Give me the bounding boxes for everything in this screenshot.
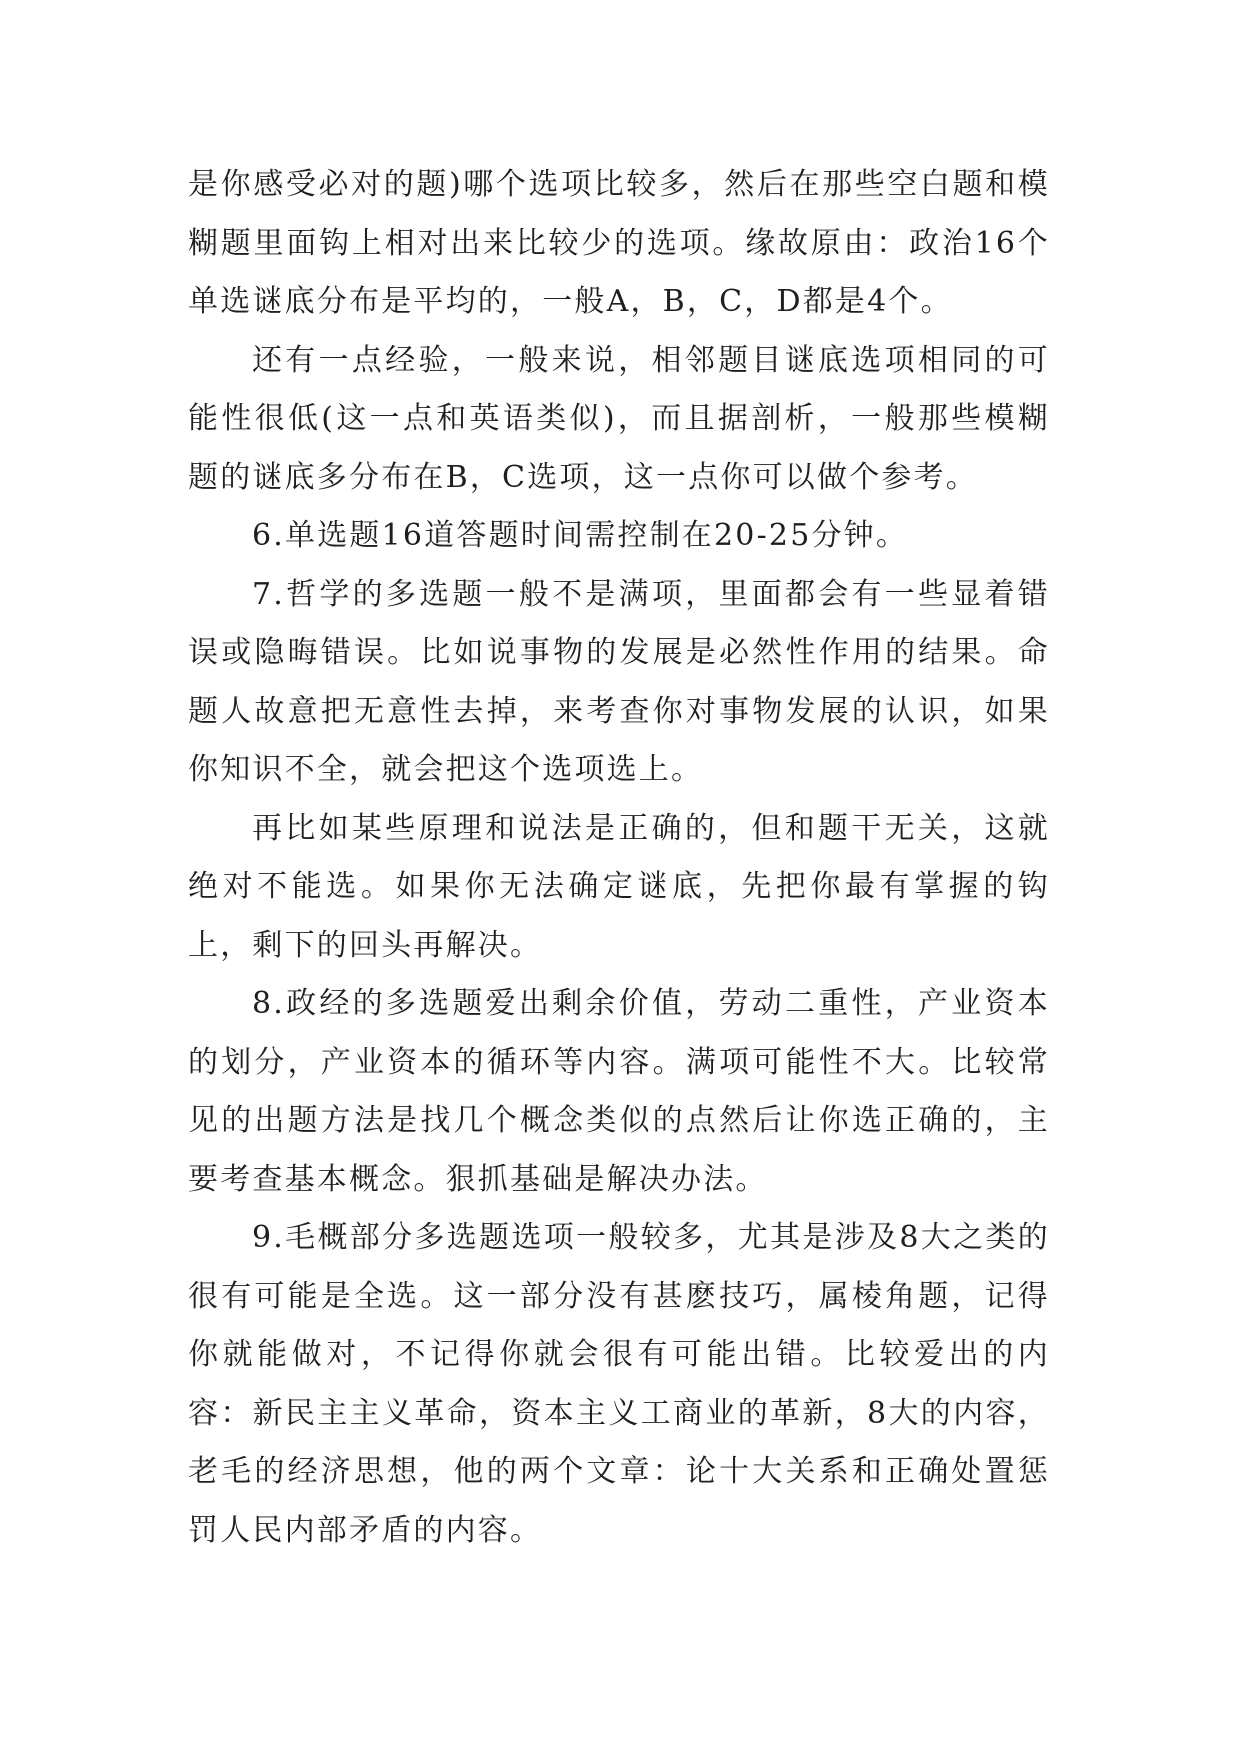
paragraph-6: 8.政经的多选题爱出剩余价值，劳动二重性，产业资本的划分，产业资本的循环等内容。满项可能性不大。比较常见的出题方法是找几个概念类似的点然后让你选正确的，主要考查基本概念。狠抓基础是解决办法。: [188, 986, 1050, 1197]
document-body: [188, 156, 1050, 1560]
paragraph-3: 6.单选题16道答题时间需控制在20-25分钟。: [252, 518, 909, 553]
paragraph-5: 再比如某些原理和说法是正确的，但和题干无关，这就绝对不能选。如果你无法确定谜底，先把你最有掌握的钩上，剩下的回头再解决。: [188, 810, 1050, 963]
paragraph-1: 是你感受必对的题)哪个选项比较多，然后在那些空白题和模糊题里面钩上相对出来比较少的选项。缘故原由：政治16个单选谜底分布是平均的，一般A，B，C，D都是4个。: [188, 167, 1050, 319]
paragraph-2: 还有一点经验，一般来说，相邻题目谜底选项相同的可能性很低(这一点和英语类似)，而且据剖析，一般那些模糊题的谜底多分布在B，C选项，这一点你可以做个参考。: [188, 342, 1050, 495]
paragraph-7: 9.毛概部分多选题选项一般较多，尤其是涉及8大之类的很有可能是全选。这一部分没有甚麽技巧，属棱角题，记得你就能做对，不记得你就会很有可能出错。比较爱出的内容：新民主主义革命，资本主义工商业的革新，8大的内容，老毛的经济思想，他的两个文章：论十大关系和正确处置惩罚人民内部矛盾的内容。: [188, 1220, 1050, 1548]
paragraph-4: 7.哲学的多选题一般不是满项，里面都会有一些显着错误或隐晦错误。比如说事物的发展是必然性作用的结果。命题人故意把无意性去掉，来考查你对事物发展的认识，如果你知识不全，就会把这个选项选上。: [188, 576, 1050, 787]
